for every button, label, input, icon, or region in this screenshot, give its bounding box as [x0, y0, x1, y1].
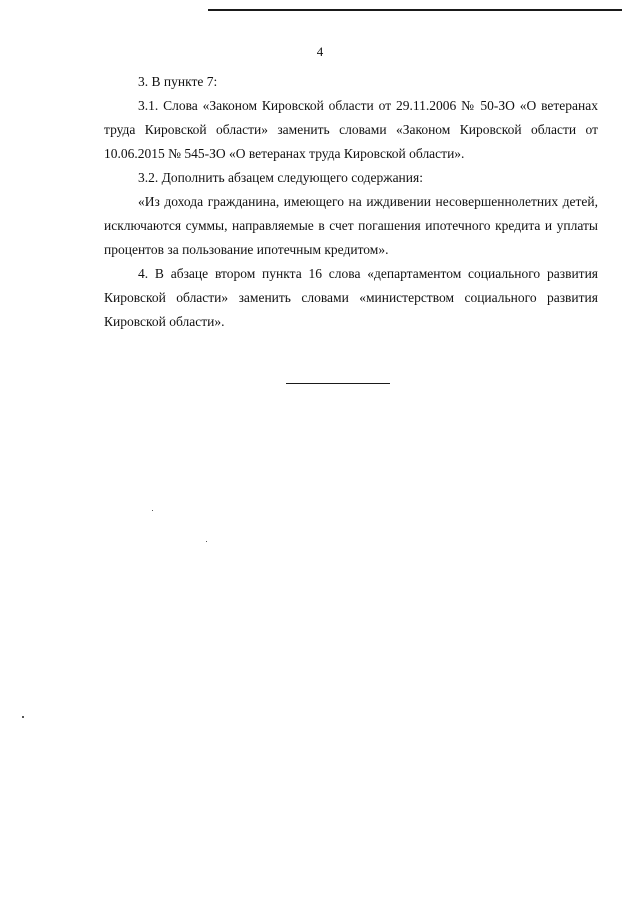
paragraph-item-4: 4. В абзаце втором пункта 16 слова «департаментом социального развития Кировской области» заменить словами «министерством социального развития Кировской области».	[104, 266, 598, 329]
header-rule	[208, 9, 622, 11]
page-number: 4	[316, 44, 324, 59]
paragraph-inserted-text: «Из дохода гражданина, имеющего на иждивении несовершеннолетних детей, исключаются суммы, направляемые в счет погашения ипотечного кредита и уплаты процентов за пользование ипотечным кредитом».	[104, 194, 598, 257]
scan-speck	[152, 510, 153, 511]
end-of-text-rule	[286, 383, 390, 384]
scan-speck	[206, 541, 207, 542]
paragraph-item-3-1: 3.1. Слова «Законом Кировской области от 29.11.2006 № 50-ЗО «О ветеранах труда Кировской области» заменить словами «Законом Кировской области от 10.06.2015 № 545-ЗО «О ветеранах труда Кировской области».	[104, 98, 598, 161]
scan-speck	[22, 716, 24, 718]
paragraph-item-3-2: 3.2. Дополнить абзацем следующего содержания:	[138, 170, 423, 185]
paragraph-item-3: 3. В пункте 7:	[138, 74, 218, 89]
document-body	[104, 70, 598, 334]
